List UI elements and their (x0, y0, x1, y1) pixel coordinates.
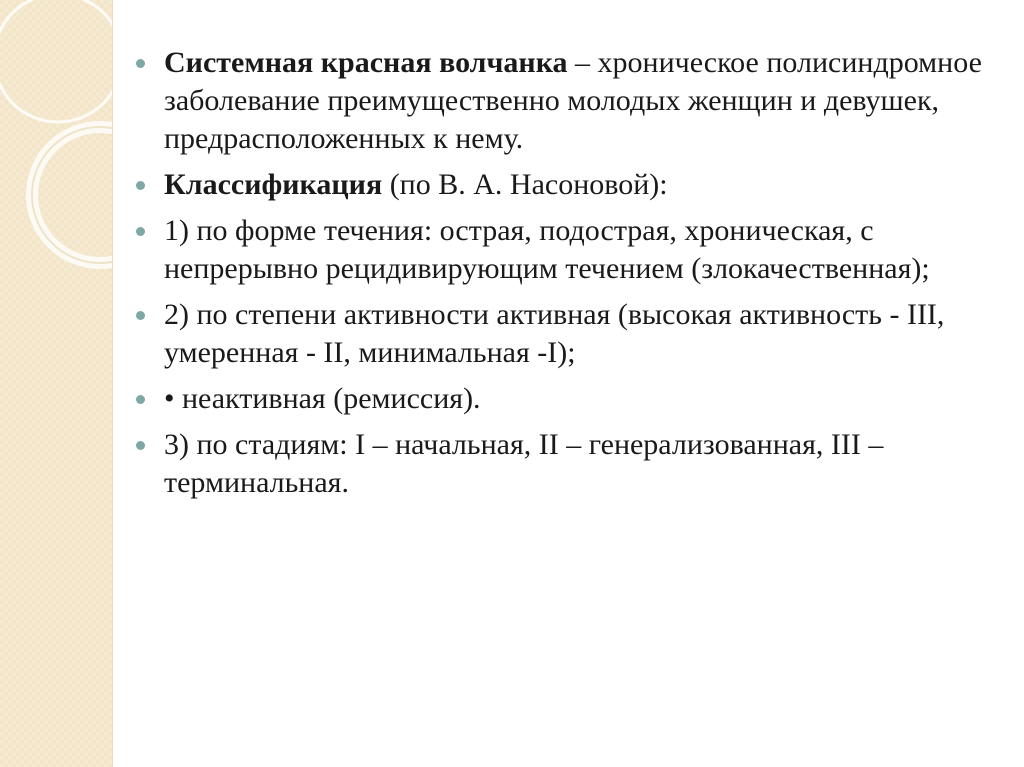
decorative-side-panel (0, 0, 113, 767)
bullet-item-stages (130, 426, 1000, 502)
decorative-circles-icon (0, 0, 112, 767)
bullet-icon (136, 181, 145, 190)
course-form-text: 1) по форме течения: острая, подострая, хроническая, с непрерывно рецидивирующим течением (злокачественная); (164, 214, 930, 285)
bullet-item-activity (130, 296, 1000, 372)
slide-content (130, 44, 1000, 510)
bullet-list (130, 44, 1000, 502)
bullet-icon (136, 441, 145, 450)
bullet-item-course-form (130, 212, 1000, 288)
stages-text: 3) по стадиям: I – начальная, II – генерализованная, III – терминальная. (164, 428, 884, 499)
bullet-icon (136, 227, 145, 236)
bullet-item-definition (130, 44, 1000, 158)
term-classification: Классификация (164, 168, 383, 201)
bullet-icon (136, 311, 145, 320)
term-sle: Системная красная волчанка (164, 46, 568, 79)
definition-text: – хроническое полисиндромное заболевание преимущественно молодых женщин и девушек, предрасположенных к нему. (164, 46, 982, 155)
bullet-icon (136, 59, 145, 68)
bullet-item-inactive (130, 380, 1000, 418)
classification-text: (по В. А. Насоновой): (382, 168, 668, 201)
activity-text: 2) по степени активности активная (высокая активность - III, умеренная - II, минимальная -I); (164, 298, 945, 369)
inactive-text: • неактивная (ремиссия). (164, 382, 481, 415)
bullet-icon (136, 395, 145, 404)
bullet-item-classification (130, 166, 1000, 204)
